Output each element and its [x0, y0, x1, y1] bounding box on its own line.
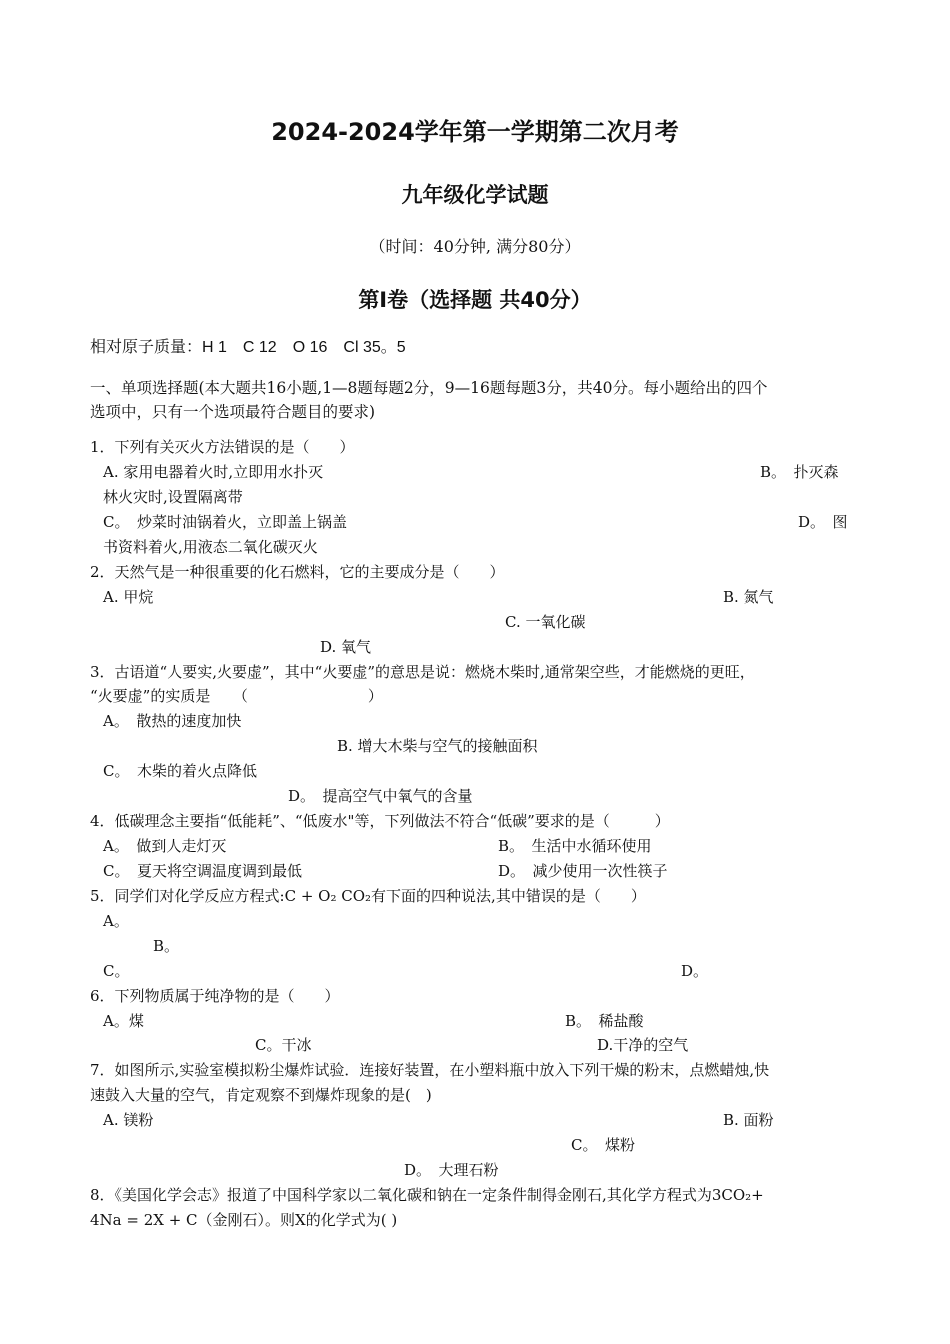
q6-option-b: B。 稀盐酸 — [565, 1012, 644, 1030]
q1-option-d: D。 图 — [798, 513, 848, 531]
q3-option-d: D。 提高空气中氧气的含量 — [288, 787, 473, 805]
q3-option-b: B. 增大木柴与空气的接触面积 — [337, 737, 538, 755]
exam-subtitle: 九年级化学试题 — [401, 183, 549, 207]
q5-option-d: D。 — [681, 962, 709, 980]
section-heading-line2: 选项中，只有一个选项最符合题目的要求) — [90, 403, 376, 421]
q6-stem: 6．下列物质属于纯净物的是（ ） — [90, 987, 340, 1005]
q2-option-c: C. 一氧化碳 — [505, 613, 586, 631]
section-heading-line1: 一、单项选择题(本大题共16小题,1—8题每题2分，9—16题每题3分，共40分。每小题给出的四个 — [90, 379, 768, 397]
q4-option-b: B。 生活中水循环使用 — [498, 837, 652, 855]
exam-title: 2024-2024学年第一学期第二次月考 — [271, 118, 679, 146]
q5-option-c: C。 — [103, 962, 130, 980]
q5-stem: 5．同学们对化学反应方程式:C + O₂ CO₂有下面的四种说法,其中错误的是（ ） — [90, 887, 646, 905]
q5-option-b: B。 — [153, 937, 180, 955]
q6-option-a: A。煤 — [103, 1012, 144, 1030]
q7-option-c: C。 煤粉 — [571, 1136, 635, 1154]
q1-option-c: C。 炒菜时油锅着火，立即盖上锅盖 — [103, 513, 347, 531]
q4-option-a: A。 做到人走灯灭 — [103, 837, 227, 855]
q1-option-b: B。 扑灭森 — [760, 463, 839, 481]
q3-option-c: C。 木柴的着火点降低 — [103, 762, 257, 780]
atomic-mass-line: 相对原子质量：H 1 C 12 O 16 Cl 35。5 — [90, 339, 406, 356]
q2-stem: 2．天然气是一种很重要的化石燃料，它的主要成分是（ ） — [90, 563, 505, 581]
q4-option-c: C。 夏天将空调温度调到最低 — [103, 862, 302, 880]
q1-option-b-cont: 林火灾时,设置隔离带 — [103, 488, 243, 506]
q6-option-c: C。干冰 — [255, 1036, 312, 1054]
q3-stem-line1: 3．古语道“人要实,火要虚”，其中“火要虚”的意思是说：燃烧木柴时,通常架空些，才能燃烧的更旺， — [90, 663, 755, 681]
part-title: 第Ⅰ卷（选择题 共40分） — [358, 288, 592, 312]
q7-option-b: B. 面粉 — [723, 1111, 774, 1129]
q4-option-d: D。 减少使用一次性筷子 — [498, 862, 668, 880]
q8-stem-line1: 8．《美国化学会志》报道了中国科学家以二氧化碳和钠在一定条件制得金刚石,其化学方程式为3CO₂+ — [90, 1186, 764, 1204]
q8-stem-line2: 4Na = 2X + C（金刚石）。则X的化学式为( ) — [90, 1211, 398, 1229]
q5-option-a: A。 — [103, 912, 129, 930]
q1-option-d-cont: 书资料着火,用液态二氧化碳灭火 — [103, 538, 318, 556]
q7-stem-line2: 速鼓入大量的空气，肯定观察不到爆炸现象的是( ) — [90, 1086, 432, 1104]
q7-option-d: D。 大理石粉 — [404, 1161, 499, 1179]
q4-stem: 4．低碳理念主要指“低能耗”、“低废水"等，下列做法不符合“低碳”要求的是（ ） — [90, 812, 670, 830]
q3-option-a: A。 散热的速度加快 — [103, 712, 242, 730]
q1-stem: 1．下列有关灭火方法错误的是（ ） — [90, 438, 355, 456]
q2-option-a: A. 甲烷 — [103, 588, 154, 606]
q6-option-d: D.干净的空气 — [597, 1036, 689, 1054]
time-note: （时间：40分钟, 满分80分） — [369, 237, 581, 256]
q7-option-a: A. 镁粉 — [103, 1111, 154, 1129]
q7-stem-line1: 7．如图所示,实验室模拟粉尘爆炸试验．连接好装置，在小塑料瓶中放入下列干燥的粉末，点燃蜡烛,快 — [90, 1061, 770, 1079]
q2-option-d: D. 氧气 — [320, 638, 372, 656]
q1-option-a: A. 家用电器着火时,立即用水扑灭 — [103, 463, 324, 481]
q3-stem-line2: “火要虚”的实质是 （ ） — [90, 687, 383, 705]
q2-option-b: B. 氮气 — [723, 588, 774, 606]
